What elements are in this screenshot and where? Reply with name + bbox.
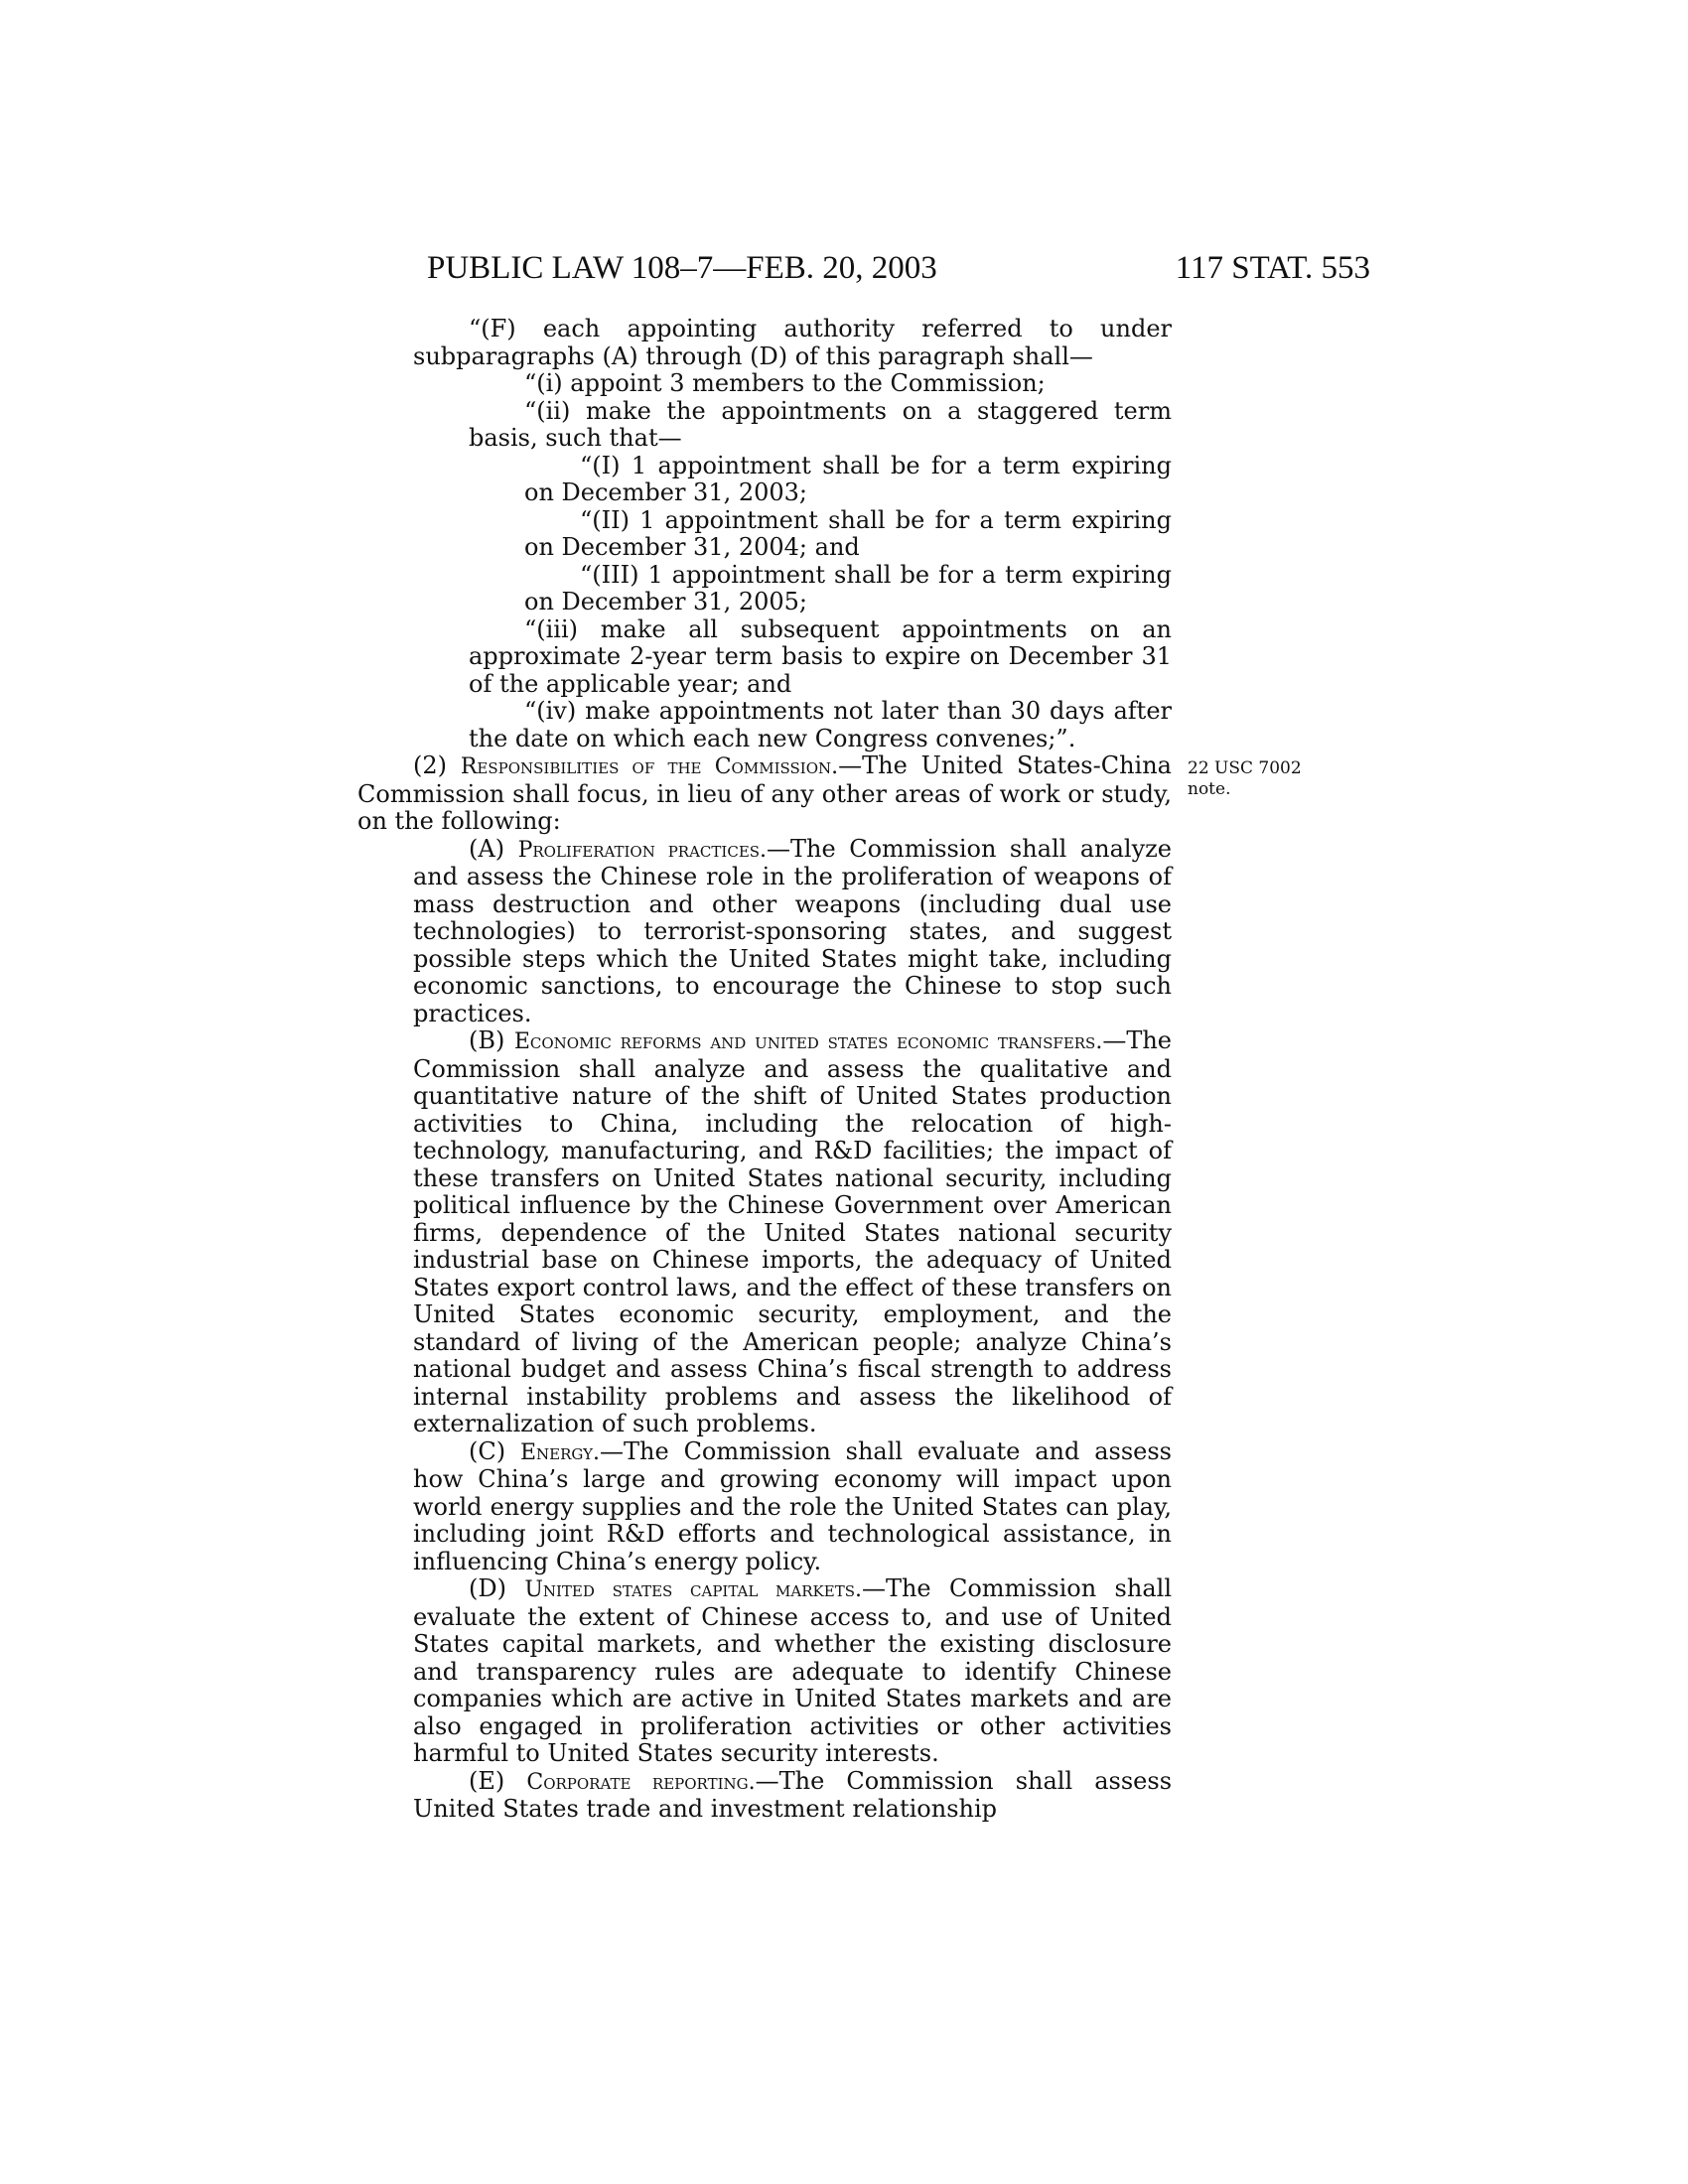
subparagraph-b-heading: Economic reforms and united states economic transfers. xyxy=(513,1029,1103,1054)
clause-iv: “(iv) make appointments not later than 30 days after the date on which each new Congress convenes;”. xyxy=(469,697,1172,752)
clause-i: “(i) appoint 3 members to the Commission; xyxy=(524,369,1046,397)
paragraph-2-number: (2) xyxy=(413,751,461,779)
subparagraph-d-number: (D) xyxy=(469,1574,525,1602)
subparagraph-b xyxy=(357,1027,1172,1438)
subparagraph-c-text: —The Commission shall evaluate and assess how China’s large and growing economy will impact upon world energy supplies and the role the United States can play, including joint R&D efforts and technological assistance, in influencing China’s energy policy. xyxy=(413,1436,1172,1575)
subparagraph-c xyxy=(357,1438,1172,1576)
page-header xyxy=(427,250,1370,290)
subparagraph-a xyxy=(357,836,1172,1028)
running-head: PUBLIC LAW 108–7—FEB. 20, 2003 xyxy=(427,250,937,286)
subparagraph-a-heading: Proliferation practices. xyxy=(517,837,768,863)
subparagraph-e-heading: Corporate reporting. xyxy=(526,1769,756,1795)
subparagraph-d-heading: United states capital markets. xyxy=(524,1577,862,1602)
margin-citation xyxy=(1188,758,1336,800)
subparagraph-e-text: —The Commission shall assess United States trade and investment relationship xyxy=(413,1766,1173,1823)
subparagraph-b-number: (B) xyxy=(469,1026,514,1054)
paragraph-2 xyxy=(357,752,1172,836)
subparagraph-c-number: (C) xyxy=(469,1436,520,1465)
subparagraph-b-text: —The Commission shall analyze and assess the qualitative and quantitative nature of the shift of United States production activities to China, including the relocation of high-technology, manufacturing, and R&D facilities; the impact of these transfers on United States national security, including political influence by the Chinese Government over American firms, dependence of the United States national security industrial base on Chinese imports, the adequacy of United States export control laws, and the effect of these transfers on United States economic security, employment, and the standard of living of the American people; analyze China’s national budget and assess China’s fiscal strength to address internal instability problems and assess the likelihood of externalization of such problems. xyxy=(413,1026,1173,1437)
margin-citation-line2: note. xyxy=(1188,779,1231,799)
paragraph-2-heading: Responsibilities of the Commission. xyxy=(460,754,839,779)
document-body xyxy=(357,316,1172,1824)
subparagraph-a-text: —The Commission shall analyze and assess the Chinese role in the proliferation of weapons of mass destruction and other weapons (including dual use technologies) to terrorist-sponsoring states, and suggest possible steps which the United States might take, including economic sanctions, to encourage the Chinese to stop such practices. xyxy=(413,834,1172,1027)
paragraph-2-text: —The United States-China Commission shall focus, in lieu of any other areas of work or study, on the following: xyxy=(357,751,1172,835)
page-number: 117 STAT. 553 xyxy=(1175,250,1370,286)
clause-ii: “(ii) make the appointments on a staggered term basis, such that— xyxy=(469,396,1172,452)
subparagraph-d xyxy=(357,1575,1172,1768)
subparagraph-c-heading: Energy. xyxy=(519,1439,601,1465)
subclause-II: “(II) 1 appointment shall be for a term expiring on December 31, 2004; and xyxy=(524,505,1172,561)
clause-iii: “(iii) make all subsequent appointments on an approximate 2-year term basis to expire on December 31 of the applicable year; and xyxy=(469,614,1172,698)
margin-citation-line1: 22 USC 7002 xyxy=(1188,758,1302,778)
subparagraph-e-number: (E) xyxy=(469,1766,527,1795)
subparagraph-a-number: (A) xyxy=(469,834,518,863)
paragraph-f: “(F) each appointing authority referred to under subparagraphs (A) through (D) of this paragraph shall— xyxy=(413,315,1172,370)
subclause-I: “(I) 1 appointment shall be for a term expiring on December 31, 2003; xyxy=(524,451,1172,506)
subparagraph-e xyxy=(357,1768,1172,1824)
subparagraph-d-text: —The Commission shall evaluate the extent of Chinese access to, and use of United States capital markets, and whether the existing disclosure and transparency rules are adequate to identify Chinese companies which are active in United States markets and are also engaged in proliferation activities or other activities harmful to United States security interests. xyxy=(413,1574,1172,1767)
subclause-III: “(III) 1 appointment shall be for a term expiring on December 31, 2005; xyxy=(524,560,1172,615)
